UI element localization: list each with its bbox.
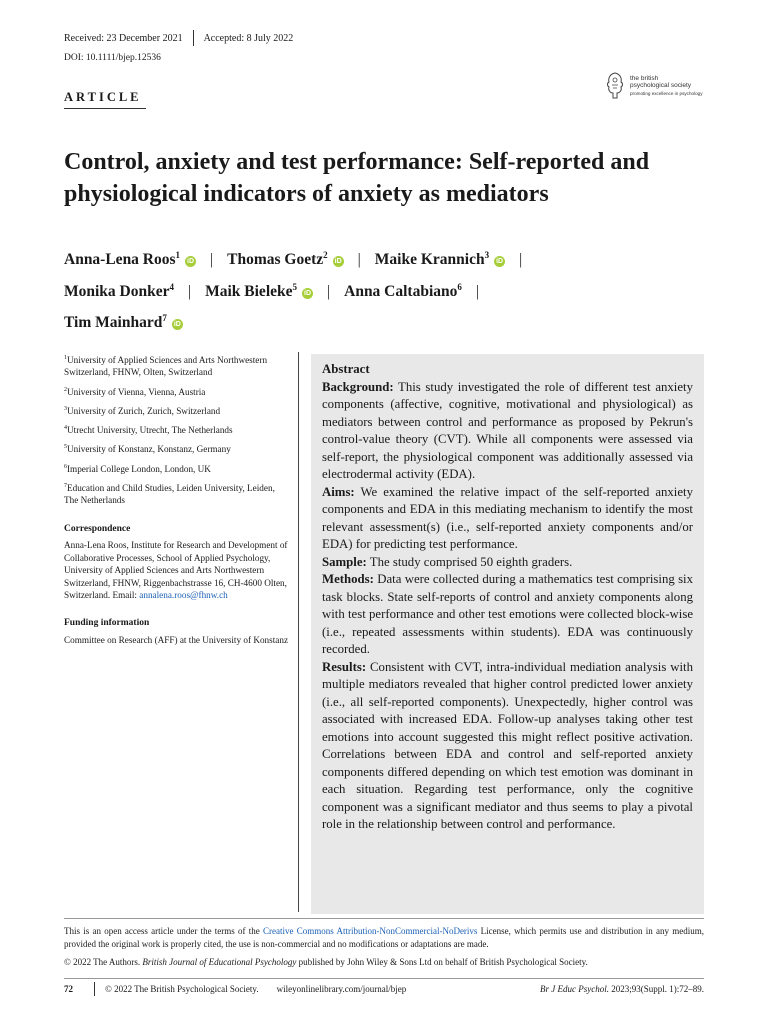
citation: Br J Educ Psychol. 2023;93(Suppl. 1):72–89. xyxy=(540,984,704,994)
author: Anna-Lena Roos$^1$iD xyxy=(64,250,195,269)
received-date: Received: 23 December 2021 xyxy=(64,32,183,44)
copyright-notice: © 2022 The Authors. British Journal of Educational Psychology published by John Wiley & Sons Ltd on behalf of British Psychological Society. xyxy=(64,957,588,967)
bps-logo xyxy=(604,68,724,104)
author: Monika Donker$^4$ xyxy=(64,281,174,300)
abstract-box xyxy=(311,354,704,914)
funding-heading: Funding information xyxy=(64,618,150,629)
column-divider xyxy=(298,352,299,912)
email-link[interactable]: annalena.roos@fhnw.ch xyxy=(139,589,228,600)
author-separator: | xyxy=(327,282,331,300)
orcid-icon[interactable]: iD xyxy=(496,258,504,266)
journal-url[interactable]: wileyonlinelibrary.com/journal/bjep xyxy=(276,984,407,994)
correspondence-heading: Correspondence xyxy=(64,523,131,534)
bps-logo-icon xyxy=(604,71,626,101)
affiliation: $^5$University of Konstanz, Konstanz, Germany xyxy=(64,444,231,455)
article-title: Control, anxiety and test performance: Self-reported and physiological indicators of anxiety as mediators xyxy=(64,149,650,207)
affiliation: $^3$University of Zurich, Zurich, Switzerland xyxy=(64,405,221,416)
page-number: 72 xyxy=(64,984,73,994)
author: Anna Caltabiano$^6$ xyxy=(344,281,462,300)
orcid-icon[interactable]: iD xyxy=(304,289,312,297)
abstract-heading: Abstract xyxy=(322,362,370,376)
author-separator: | xyxy=(519,251,523,269)
affiliation: $^2$University of Vienna, Vienna, Austria xyxy=(64,386,206,397)
footer-rule xyxy=(64,918,704,919)
page-footer-rule xyxy=(64,978,704,979)
license-link[interactable]: Creative Commons Attribution-NonCommercial-NoDerivs xyxy=(263,926,478,936)
author-separator: | xyxy=(210,251,214,269)
abstract-sample: Sample: The study comprised 50 eighth graders. xyxy=(322,554,573,569)
footer-separator xyxy=(94,982,95,996)
funding-text: Committee on Research (AFF) at the University of Konstanz xyxy=(64,634,289,645)
affiliation: $^6$Imperial College London, London, UK xyxy=(64,463,211,474)
author: Maik Bieleke$^5$iD xyxy=(205,281,312,300)
orcid-icon[interactable]: iD xyxy=(334,258,342,266)
article-dates xyxy=(64,30,293,46)
orcid-icon[interactable]: iD xyxy=(173,321,181,329)
article-sidebar xyxy=(64,352,290,646)
bps-logo-text: the british psychological society promoting excellence in psychology xyxy=(630,74,703,96)
abstract-aims: Aims: We examined the relative impact of the self-reported anxiety components and EDA in this mediating mechanism to identify the most relevant assessment(s) (i.e., self-reported anxiety components and/or EDA) for predicting test performance. xyxy=(322,484,693,551)
author-separator: | xyxy=(188,282,192,300)
society-copyright: © 2022 The British Psychological Society. xyxy=(105,984,259,994)
accepted-date: Accepted: 8 July 2022 xyxy=(203,32,294,44)
author-separator: | xyxy=(357,251,361,269)
page-footer xyxy=(64,982,704,996)
journal-name: British Journal of Educational Psychology xyxy=(142,957,297,967)
author-separator: | xyxy=(475,282,480,300)
affiliation: $^4$Utrecht University, Utrecht, The Netherlands xyxy=(64,425,233,436)
abstract-background: Background: This study investigated the role of different test anxiety components (affective, cognitive, motivational and physiological) as mediators between control and performance as proposed by Pekrun's control-value theory (CVT). While all components were assessed via self-report, the physiological component was additionally assessed via electrodermal activity (EDA). xyxy=(322,379,693,481)
affiliation: $^1$University of Applied Sciences and Arts Northwestern Switzerland, FHNW, Olten, Switzerland xyxy=(64,355,268,378)
abstract-methods: Methods: Data were collected during a mathematics test comprising six task blocks. State self-reports of control and anxiety components along with test performance and other test emotions were collected block-wise (i.e., repeated assessments within students). EDA was continuously recorded. xyxy=(322,572,694,656)
abstract-results: Results: Consistent with CVT, intra-individual mediation analysis with multiple mediators revealed that higher control predicted lower anxiety (i.e., all self-reported components). Unexpectedly, higher control was associated with increased EDA. Follow-up analyses taking other test emotions into account suggested this might reflect positive activation. Correlations between EDA and control and self-reported anxiety components differed depending on which test emotion was dominant in each situation. Regarding test performance, only the cognitive component was a significant mediator and thus seems to play a pivotal role in the relationship between control and performance. xyxy=(322,659,693,831)
author-list xyxy=(64,242,724,337)
doi[interactable]: DOI: 10.1111/bjep.12536 xyxy=(64,53,161,63)
license-notice: This is an open access article under the terms of the Creative Commons Attribution-NonCommercial-NoDerivs License, which permits use and distribution in any medium, provided the original work is properly cited, the use is non-commercial and no modifications or adaptations are made. xyxy=(64,926,704,949)
orcid-icon[interactable]: iD xyxy=(187,258,195,266)
author: Maike Krannich$^3$iD xyxy=(374,250,504,269)
author: Thomas Goetz$^2$iD xyxy=(227,250,342,269)
article-type-label: ARTICLE xyxy=(64,90,142,104)
affiliation: $^7$Education and Child Studies, Leiden University, Leiden, The Netherlands xyxy=(64,483,275,506)
date-separator xyxy=(193,30,194,46)
article-label-rule xyxy=(64,108,146,109)
correspondence-text: Anna-Lena Roos, Institute for Research and Development of Collaborative Processes, School of Applied Psychology, University of Applied Sciences and Arts Northwestern Switzerland, FHNW, Riggenbachstrasse 16, CH-4600 Olten, Switzerland. Email: annalena.roos@fhnw.ch xyxy=(64,540,288,600)
author: Tim Mainhard$^7$iD xyxy=(64,313,181,332)
